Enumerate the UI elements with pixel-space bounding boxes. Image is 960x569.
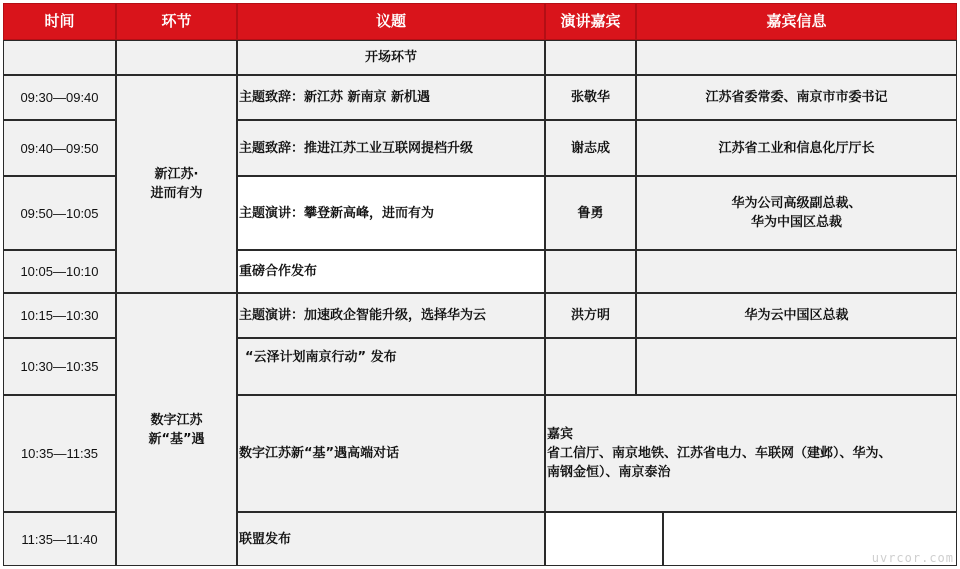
- opening-topic: 开场环节: [237, 40, 545, 75]
- agenda-table: [3, 3, 957, 566]
- table-row-speaker: 谢志成: [545, 120, 636, 176]
- table-row-info: [636, 176, 957, 250]
- table-row-info: 江苏省工业和信息化厅厅长: [636, 120, 957, 176]
- table-row-time: 11:35—11:40: [3, 512, 116, 566]
- opening-session-cell: [116, 40, 237, 75]
- header-session: 环节: [116, 3, 237, 40]
- table-row-topic: 主题演讲：加速政企智能升级，选择华为云: [237, 293, 545, 338]
- table-row-info: [636, 250, 957, 293]
- table-row-speaker: [545, 250, 636, 293]
- table-row-speaker: 张敬华: [545, 75, 636, 120]
- table-row-time: 09:30—09:40: [3, 75, 116, 120]
- table-row-speaker: 鲁勇: [545, 176, 636, 250]
- header-speaker-info: 嘉宾信息: [636, 3, 957, 40]
- header-time: 时间: [3, 3, 116, 40]
- guest-line: 省工信厅、南京地铁、江苏省电力、车联网（建邺）、华为、: [547, 446, 892, 461]
- guest-line: 南钢金恒）、南京泰治: [547, 465, 671, 480]
- session-line: 进而有为: [150, 186, 203, 201]
- guest-label: 嘉宾: [547, 427, 574, 442]
- table-row-topic: 主题致辞：推进江苏工业互联网提档升级: [237, 120, 545, 176]
- table-row-time: 09:40—09:50: [3, 120, 116, 176]
- info-line: 华为中国区总裁: [750, 215, 842, 230]
- opening-info-cell: [636, 40, 957, 75]
- table-row-speaker: [545, 512, 663, 566]
- table-row-topic: 主题演讲：攀登新高峰，进而有为: [237, 176, 545, 250]
- header-topic: 议题: [237, 3, 545, 40]
- table-row-topic: 联盟发布: [237, 512, 545, 566]
- table-row-time: 10:30—10:35: [3, 338, 116, 395]
- info-line: 华为公司高级副总裁、: [731, 196, 862, 211]
- session-new-jiangsu: [116, 75, 237, 293]
- table-row-speaker: 洪方明: [545, 293, 636, 338]
- table-row-time: 09:50—10:05: [3, 176, 116, 250]
- table-row-topic: 数字江苏新“基”遇高端对话: [237, 395, 545, 512]
- table-row-topic: [237, 338, 545, 395]
- table-row-time: 10:35—11:35: [3, 395, 116, 512]
- session-line: 数字江苏: [150, 412, 203, 428]
- topic-text: “云泽计划南京行动” 发布: [245, 350, 397, 365]
- table-row-topic: 重磅合作发布: [237, 250, 545, 293]
- header-speaker: 演讲嘉宾: [545, 3, 636, 40]
- table-row-info: [636, 338, 957, 395]
- opening-time-cell: [3, 40, 116, 75]
- session-line: 新“基”遇: [148, 431, 205, 447]
- table-row-time: 10:05—10:10: [3, 250, 116, 293]
- opening-speaker-cell: [545, 40, 636, 75]
- session-line: 新江苏·: [154, 167, 199, 182]
- session-digital-jiangsu: [116, 293, 237, 566]
- table-row-info: 华为云中国区总裁: [636, 293, 957, 338]
- watermark: uvrcor.com: [871, 551, 954, 565]
- guest-list: [545, 395, 957, 512]
- table-row-time: 10:15—10:30: [3, 293, 116, 338]
- table-row-speaker: [545, 338, 636, 395]
- table-row-info: 江苏省委常委、南京市市委书记: [636, 75, 957, 120]
- table-row-topic: 主题致辞：新江苏 新南京 新机遇: [237, 75, 545, 120]
